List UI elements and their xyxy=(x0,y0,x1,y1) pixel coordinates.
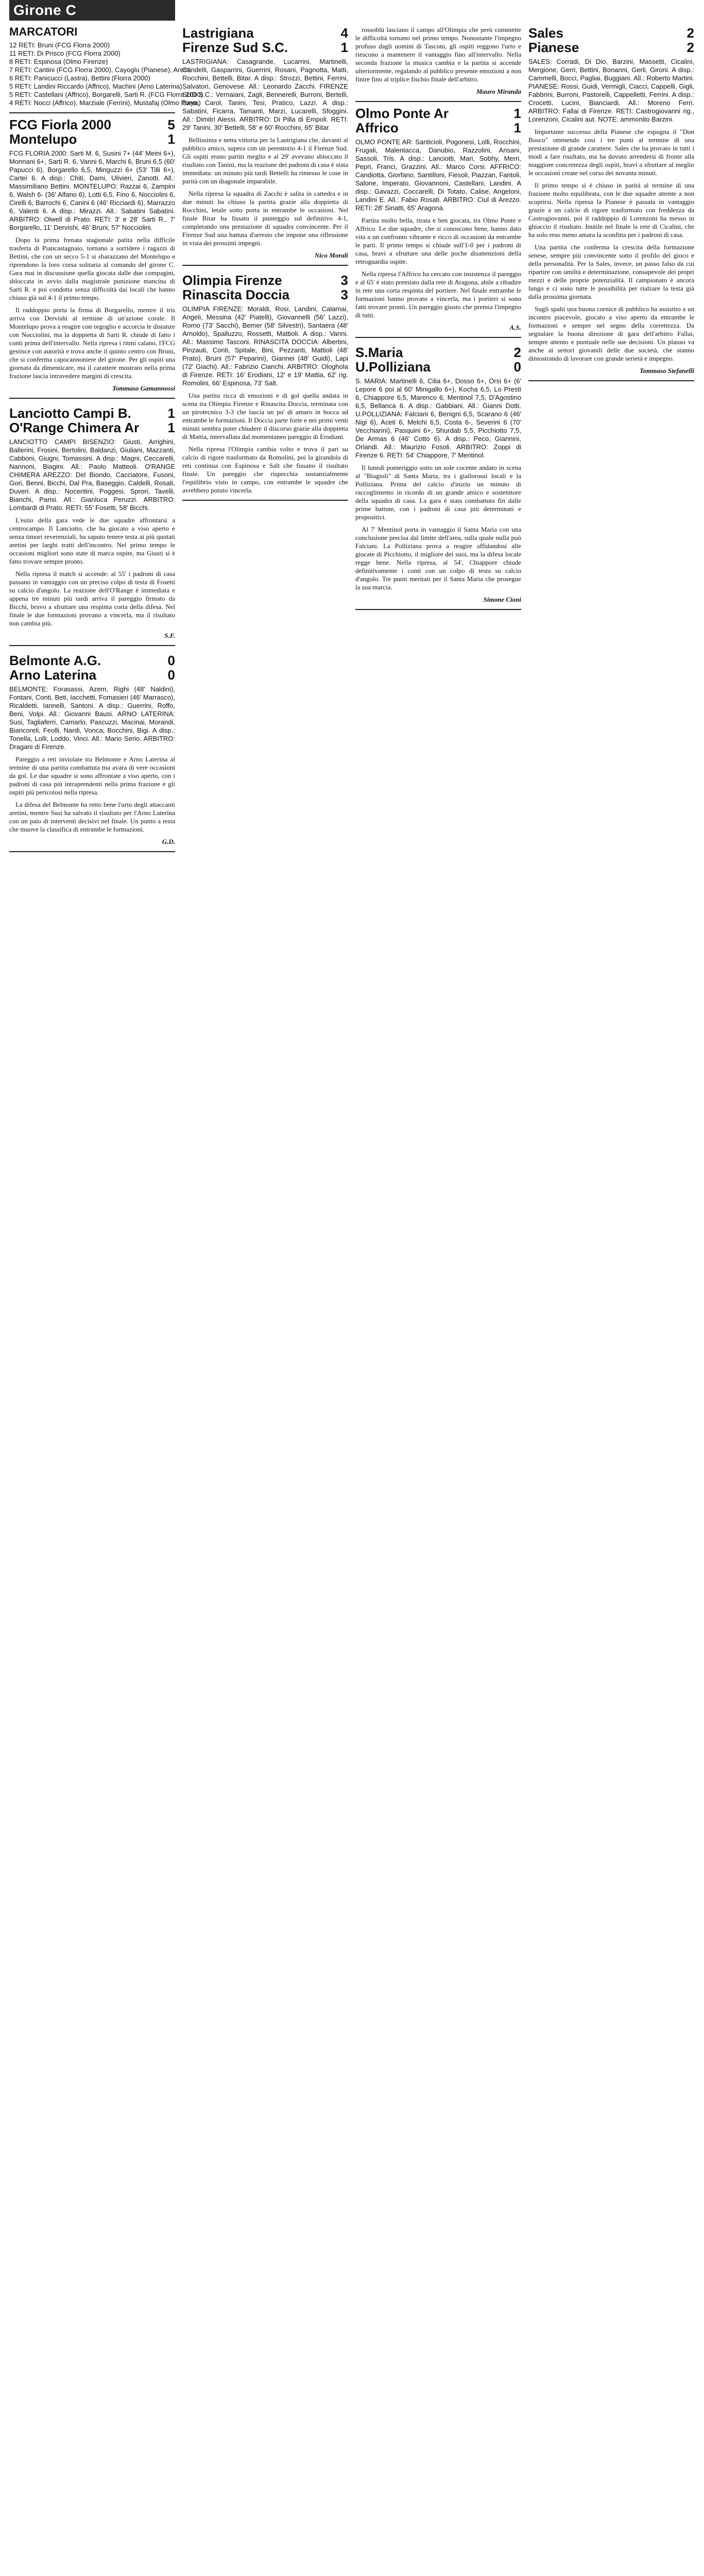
away-team-name: Pianese xyxy=(528,40,579,55)
match-divider xyxy=(9,398,175,399)
home-team-name: Olmo Ponte Ar xyxy=(355,106,449,121)
top-spacer xyxy=(528,0,694,21)
home-team-row xyxy=(528,26,694,40)
away-team-row xyxy=(355,360,521,374)
report-paragraph: Bellissima e netta vittoria per la Lastrigiana che, davanti al pubblico amico, supera con un perentorio 4-1 il Firenze Sud. Gli ospiti erano partiti meglio e al 29' avevano sbloccato il risultato con Tanini, ma la reazione dei padroni di casa è stata immediata: un minuto più tardi Bettelli ha rimesso le cose in parità con un diagonale imparabile. xyxy=(182,136,348,185)
home-team-row xyxy=(9,406,175,420)
home-team-name: Sales xyxy=(528,25,563,41)
continued-text xyxy=(355,26,521,102)
report-author: Tommaso Gamannossi xyxy=(112,384,175,392)
home-team-row xyxy=(182,26,348,40)
away-team-row xyxy=(528,40,694,55)
lineups-details: FCG FLORIA 2000: Sarti M. 6, Susini 7+ (44' Meini 6+), Monnani 6+, Sarti R. 6, Vanni 6, Marchi 6, Bruni 6,5 (60' Papucci 6), Borgarello 6,5, Minguzzi 6+ (53' Tilli 6+), Cartei 6. A disp.: Chiti, Dami, Ulivieri, Zanotti. All.: Massimiliano Bettini. MONTELUPO: Razzai 6, Zampini 6, Walsh 6- (36' Alfano 6), Lotti 6,5, Fino 6, Nocciolini 6, Cirelli 6, Barrochi 6, Canini 6 (46' Ricciardi 6), Marrazzo 6, Valenti 6. A disp.: Mirazzi. All.: Sabatini Sabatini. ARBITRO: Olwell di Prato. RETI: 3' e 28' Sarti R., 7' Borgarello, 11' Dervishi, 46' Bruni, 57' Nocciolini. xyxy=(9,149,175,231)
match-report xyxy=(528,26,694,381)
scorer-line: 5 RETI: Landini Riccardo (Affrico), Machini (Arno Laterina) xyxy=(9,82,182,90)
home-team-name: Lanciotto Campi B. xyxy=(9,405,131,421)
match-report xyxy=(9,406,175,646)
away-team-row xyxy=(9,132,175,146)
home-team-name: FCG Fiorla 2000 xyxy=(9,117,111,132)
away-team-score: 1 xyxy=(340,40,348,55)
home-team-row xyxy=(355,106,521,121)
lineups-details: LANCIOTTO CAMPI BISENZIO: Giusti, Arrighini, Ballerini, Frosini, Bertolini, Baldanzi, Giuliani, Mazzanti, Cabboni, Giugni, Tomassini. A disp.: Magni, Ceccarelli, Nannoni, Biagini. All.: Paolo Matteoli. O'RANGE CHIMERA AREZZO: Del Biondo, Cacciatore, Fusoni, Gori, Benni, Bicchi, Dal Pra, Baseggio, Caldelli, Rosati, Duveri. A disp.: Nocentini, Poggesi, Sprori, Tavelli, Bianchi, Parisi. All.: Gianluca Peruzzi. ARBITRO: Lombardi di Prato. RETI: 55' Fosetti, 58' Bicchi. xyxy=(9,438,175,512)
away-team-row xyxy=(9,668,175,682)
section-title: MARCATORI xyxy=(9,25,78,38)
away-team-name: Rinascita Doccia xyxy=(182,287,290,302)
away-team-row xyxy=(182,287,348,302)
column-4 xyxy=(528,0,694,2576)
home-team-name: Lastrigiana xyxy=(182,25,254,41)
scorer-line: 4 RETI: Nocci (Affrico), Marziale (Ferrini), Mustafaj (Olmo Ponte) xyxy=(9,99,201,107)
home-team-score: 3 xyxy=(340,273,348,288)
scorer-line: 5 RETI: Castellani (Affrico), Borgarelli, Sarti R. (FCG Florra 2000) xyxy=(9,91,203,98)
match-divider xyxy=(182,500,348,501)
scorer-line: 12 RETI: Bruni (FCG Florra 2000) xyxy=(9,41,110,49)
match-report xyxy=(182,273,348,501)
match-divider xyxy=(182,265,348,266)
lineups-details: SALES: Corradi, Di Dio, Barzini, Massetti, Cicalini, Mergione, Gerri, Bettini, Bonanni, Gerli, Gironi. A disp.: Cammelli, Bocci, Pagliai, Buggiani. All.: Roberto Martini. PIANESE: Rossi, Guidi, Vermigli, Ciacci, Cappelli, Gigli, Fabbrini, Burroni, Pastorelli, Cappelletti, Ferrini. A disp.: Crocetti, Lucini, Bianciardi. All.: Moreno Ferri. ARBITRO: Fallai di Firenze. RETI: Castrogiovanni rig., Lorenzoni, Cicalini aut. NOTE: ammonito Barzini. xyxy=(528,58,694,123)
report-paragraph: Una partita che conferma la crescita della formazione senese, sempre più convincente sotto il profilo del gioco e della personalità. Per la Sales, invece, un passo falso da cui ripartire con umiltà e determinazione, consapevole dei propri mezzi e delle proprie potenzialità. Il campionato è ancora lungo e ci sono tutte le possibilità per rialzare la testa già dalla prossima giornata. xyxy=(528,243,694,300)
away-team-score: 1 xyxy=(167,420,175,435)
report-paragraph: Il lunedì pomeriggio sotto un sole cocente andato in scena al "Biagioli" di Santa Maria, tra i giallorossi locali e la Polliziana. Prima del calcio d'inizio un minuto di raccoglimento in ricordo di un grande amico e sostenitore della squadra di casa. La gara è stata combattuta fin dalle prime battute, con i padroni di casa più determinati e propositivi. xyxy=(355,464,521,521)
match-divider xyxy=(355,609,521,610)
lineups-details: S. MARIA: Martinelli 6, Cilia 6+, Dosso 6+, Orsi 6+ (6' Lepore 6 poi al 60' Minigallo 6+), Kocha 6,5, Lo Presti 6, Chiappore 6,5, Marenco 6, Mentinol 7,5, D'Agostino 6,5, Bellanca 6. A disp.: Gabbiani. All.: Gianni Dotti. U.POLLIZIANA: Falciani 6, Benigni 6,5, Scarano 6 (46' Nigi 6), Aceti 6, Melchi 6,5, Costa 6-, Severini 6 (70' Vecchiarini), Pasquini 6+, Shurdab 5,5, Picchiotto 7,5, De Armas 6 (46' Cotto 6). A disp.: Peco, Giannini, Orlandi. All.: Maurizio Fosoli. ARBITRO: Zoppi di Firenze 6. RETI: 54' Chiappore, 7' Mentinol. xyxy=(355,377,521,459)
away-team-score: 1 xyxy=(513,120,521,135)
column-1 xyxy=(9,0,203,2576)
match-report xyxy=(182,26,348,266)
home-team-score: 2 xyxy=(686,25,694,41)
match-report xyxy=(9,653,175,852)
home-team-row xyxy=(9,117,175,132)
report-paragraph: Nella ripresa la squadra di Zacchi è salita in cattedra e in due minuti ha chiuso la partita grazie alla doppietta di Rocchini, letale sotto porta in entrambe le occasioni. Nel finale Bitar ha fissato il punteggio sul definitivo 4-1, completando una prestazione di squadra convincente. Per il Firenze Sud una battuta d'arresto che impone una riflessione in vista dei prossimi impegni. xyxy=(182,190,348,247)
report-author: Tommaso Stefanelli xyxy=(639,367,694,375)
scorer-line: 7 RETI: Cantini (FCG Florra 2000), Cayoglu (Pianese), Aresti xyxy=(9,66,191,74)
away-team-score: 2 xyxy=(686,40,694,55)
report-author: A.S. xyxy=(509,324,521,331)
report-paragraph: Dopo la prima frenata stagionale patita nella difficile trasferta di Piancastagnaio, tornano a sorridere i ragazzi di Bettini, che con un secco 5-1 si sbarazzano del Montelupo e riprendono la loro corsa solitaria al comando del girone C. Gara mai in discussione quella giocata dalle due compagini, sbloccata in avvio dalla magistrale punizione mancina di Sarti R. e poi condotta senza difficoltà dai locali che hanno chiuso già sul 4-1 il primo tempo. xyxy=(9,236,175,301)
report-paragraph: Pareggio a reti inviolate tra Belmonte e Arno Laterina al termine di una partita combattuta ma avara di vere occasioni da gol. Le due squadre si sono affrontate a viso aperto, con i padroni di casa più intraprendenti nella prima frazione e gli ospiti più pericolosi nella ripresa. xyxy=(9,755,175,796)
away-team-row xyxy=(9,420,175,435)
section-divider xyxy=(9,112,175,113)
home-team-row xyxy=(9,653,175,668)
scorer-line: 6 RETI: Panicucci (Lastra), Bettini (Florra 2000) xyxy=(9,74,150,82)
report-paragraph: Sugli spalti una buona cornice di pubblico ha assistito a un incontro piacevole, giocato a viso aperto da entrambe le formazioni e sempre nel segno della correttezza. Da segnalare la buona direzione di gara dell'arbitro Fallai, sempre attento e puntuale nelle sue decisioni. Un plauso va anche ai settori giovanili delle due società, che stanno dimostrando di lavorare con grande serietà e impegno. xyxy=(528,305,694,362)
lineups-details: OLMO PONTE AR: Santicioli, Pogonesi, Lolli, Rocchini, Frugali, Malentacca, Danubio, Razzolini, Ansani, Sassoli, Tris. A disp.: Lanciotti, Mari, Sobhy, Merri, Pepri, Franci, Grazzini. All.: Marco Corsi. AFFRICO: Candiotta, Giorfano, Santilloni, Fiesoli, Piazzan, Fantoli, Salone, Imperato, Giovannoni, Castellani, Landini. A disp.: Gavazzi, Coccarelli, Di Totato, Calise, Angeloni, Landini E. All.: Fabio Rosati. ARBITRO: Ciul di Arezzo. RETI: 28' Sinatti, 65' Aragona. xyxy=(355,138,521,212)
report-paragraph: Al 7' Mentinol porta in vantaggio il Santa Maria con una conclusione precisa dal limite dell'area, sulla quale nulla può Falciani. La Polliziana prova a reagire affidandosi alle giocate di Picchiotto, il migliore dei suoi, ma la difesa locale regge bene. Nella ripresa, al 54', Chiappore chiude definitivamente i conti con un colpo di testa su calcio d'angolo. Tre punti meritati per il Santa Maria che prosegue la sua marcia. xyxy=(355,526,521,591)
away-team-score: 0 xyxy=(167,667,175,683)
match-divider xyxy=(9,645,175,646)
scorer-line: 11 RETI: Di Prisco (FCG Florra 2000) xyxy=(9,49,121,57)
home-team-score: 1 xyxy=(167,405,175,421)
away-team-row xyxy=(182,40,348,55)
column-3 xyxy=(355,0,521,2576)
away-team-score: 1 xyxy=(167,131,175,147)
home-team-row xyxy=(182,273,348,287)
report-paragraph: Nella ripresa l'Olimpia cambia volto e trova il pari su calcio di rigore trasformato da Romolini, poi la girandola di reti continua con Espinosa e Salt che fissano il risultato finale. Un pareggio che rispecchia sostanzialmente l'equilibrio visto in campo, con entrambe le squadre che avrebbero potuto vincerla. xyxy=(182,445,348,494)
top-spacer xyxy=(355,0,521,21)
match-divider xyxy=(528,380,694,381)
away-team-name: U.Polliziana xyxy=(355,359,431,375)
report-paragraph: Una partita ricca di emozioni e di gol quella andata in scena tra Olimpia Firenze e Rinascita Doccia, terminata con un pirotecnico 3-3 che lascia un po' di amaro in bocca ad entrambe le formazioni. Il Doccia parte forte e nei primi venti minuti sembra poter chiudere il discorso grazie alla doppietta di Mattia, intervallata dal momentaneo pareggio di Erodiani. xyxy=(182,392,348,440)
home-team-name: Olimpia Firenze xyxy=(182,273,282,288)
away-team-name: Firenze Sud S.C. xyxy=(182,40,288,55)
report-author: Mauro Miranda xyxy=(476,88,521,95)
away-team-score: 3 xyxy=(340,287,348,302)
report-author: Nico Morali xyxy=(314,251,348,259)
lineups-details: OLIMPIA FIRENZE: Moraldi, Rosi, Landini, Calamai, Angeli, Messina (42' Piatelli), Giovannelli (56' Lazzi), Romo (73' Sacchi), Bemer (58' Silvestri), Santaera (48' Arnoldo), Spalluzzo, Rossetti, Mattioli. A disp.: Vanni. All.: Massimo Tasconi. RINASCITA DOCCIA: Albertini, Pinzauti, Conti, Spitale, Bini, Pezzanti, Mattioli (48' Prato), Bruni (57' Peparini), Giannei (48' Guidi), Lapi (72' Giachi). All.: Fabrizio Cianchi. ARBITRO: Ologhola di Firenze. RETI: 16' Erodiani, 12' e 19' Mattia, 62' rig. Romolini, 66' Espinosa, 73' Salt. xyxy=(182,305,348,387)
lineups-details: BELMONTE: Forasassi, Azem, Righi (48' Naldini), Fontani, Conti, Beti, Iacchetti, Fomasieri (46' Marrasco), Ricaldetti, Iannelli, Santoni. A disp.: Guerrini, Roffo, Beni, Volpi. All.: Giovanni Bausi. ARNO LATERINA: Susi, Tagliaferri, Camarlo, Pascuzzi, Macinai, Morandi, Biancoreli, Feolli, Nardi, Vonca, Bocchini, Bigi. A disp.: Tonella, Lolli, Loddo, Vinci. All.: Mario Serio. ARBITRO: Dragani di Firenze. xyxy=(9,685,175,751)
group-banner: Girone C xyxy=(9,0,175,21)
report-paragraph: Partita molto bella, tirata e ben giocata, tra Olmo Ponte e Affrico. Le due squadre, che si conoscono bene, hanno dato vita a un confronto vibrante e ricco di occasioni da entrambe le parti. Il primo tempo si chiude sull'1-0 per i padroni di casa, bravi a sfruttare una delle poche disattenzioni della retroguardia ospite. xyxy=(355,216,521,265)
report-paragraph: La difesa del Belmonte ha retto bene l'urto degli attaccanti aretini, mentre Susi ha salvato il risultato per l'Arno Laterina con un paio di interventi decisivi nel finale. Un punto a testa che muove la classifica di entrambe le formazioni. xyxy=(9,801,175,833)
report-paragraph: Nella ripresa l'Affrico ha cercato con insistenza il pareggio e al 65' è stato premiato dalla rete di Aragona, abile a ribadire in rete una corta respinta del portiere. Nel finale entrambe le formazioni hanno provato a vincerla, ma i portieri si sono fatti trovare pronti. Un pareggio giusto che premia l'impegno di tutti. xyxy=(355,270,521,319)
report-author: G.D. xyxy=(162,838,175,845)
report-paragraph: Nella ripresa il match si accende: al 55' i padroni di casa passano in vantaggio con un preciso colpo di testa di Fosetti su calcio d'angolo. La reazione dell'O'Range è immediata e appena tre minuti più tardi arriva il pareggio firmato da Bicchi, bravo a sfruttare una respinta corta della difesa. Nel finale le due formazioni provano a vincerla, ma il risultato non cambia più. xyxy=(9,570,175,627)
match-report xyxy=(9,117,175,399)
home-team-row xyxy=(355,345,521,360)
away-team-name: O'Range Chimera Ar xyxy=(9,420,140,435)
report-author: Simone Cioni xyxy=(483,596,521,603)
home-team-score: 0 xyxy=(167,653,175,668)
home-team-score: 2 xyxy=(513,345,521,360)
home-team-score: 5 xyxy=(167,117,175,132)
scorer-line: 8 RETI: Espinosa (Olmo Firenze) xyxy=(9,58,108,65)
home-team-name: S.Maria xyxy=(355,345,403,360)
scorers-list xyxy=(9,41,203,107)
scorers-section xyxy=(9,25,203,113)
match-divider xyxy=(9,851,175,852)
top-spacer xyxy=(182,0,348,21)
match-report xyxy=(355,106,521,338)
match-divider xyxy=(355,337,521,338)
away-team-name: Montelupo xyxy=(9,131,77,147)
home-team-name: Belmonte A.G. xyxy=(9,653,101,668)
report-paragraph: Il raddoppio porta la firma di Borgarello, mentre il tris arriva con Dervishi al termine di un'azione corale. Il Montelupo prova a reagire con orgoglio e accorcia le distanze con Nocciolini, ma la doppietta di Sarti R. chiude di fatto i conti prima dell'intervallo. Nella ripresa i ritmi calano, l'FCG gestisce con autorità e trova anche il quinto centro con Bruni, che si conferma capocannoniere del girone. Per gli ospiti una giornata da dimenticare, ma il carattere mostrato nella prima frazione lascia intravedere margini di crescita. xyxy=(9,306,175,380)
away-team-score: 0 xyxy=(513,359,521,375)
report-paragraph: L'esito della gara vede le due squadre affrontarsi a centrocampo. Il Lanciotto, che ha giocato a viso aperto e senza timori reverenziali, ha saputo tenere testa ai più quotati aretini per larghi tratti dell'incontro. Nel primo tempo le occasioni migliori sono state di marca ospite, ma Giusti si è fatto trovare sempre pronto. xyxy=(9,516,175,565)
away-team-row xyxy=(355,121,521,135)
report-author: S.F. xyxy=(164,632,175,639)
report-paragraph: Il primo tempo si è chiuso in parità al termine di una frazione molto equilibrata, con le due squadre attente a non scoprirsi. Nella ripresa la Pianese è passata in vantaggio grazie a un calcio di rigore trasformato con freddezza da Castrogiovanni, poi il raddoppio di Lorenzoni ha messo in ghiaccio il risultato. Inutile nel finale la rete di Cicalini, che ha solo reso meno amara la sconfitta per i padroni di casa. xyxy=(528,181,694,239)
lineups-details: LASTRIGIANA: Casagrande, Lucarrini, Martinelli, Candelli, Gasparrini, Guerrini, Rosani, Pagnotta, Matti, Rocchini, Bettelli, Bitar. A disp.: Strozzi, Bettini, Ferrini, Salvatori, Genovese. All.: Leonardo Zacchi. FIRENZE SUD S.C.: Vernaiani, Zagli, Bennerelli, Burroni, Bertelli, Saya, Carol, Tanini, Tesi, Pratico, Lazzi. A disp.: Sabatini, Ficarra, Tamanti, Marzi, Lucarelli, Sfoggini. All.: Dimitri Alessi. ARBITRO: Di Pilla di Empoli. RETI: 29' Tanini, 30' Bettelli, 58' e 60' Rocchini, 65' Bitar. xyxy=(182,58,348,131)
away-team-name: Affrico xyxy=(355,120,399,135)
report-paragraph: Importante successo della Pianese che espugna il "Don Bosco" ottenendo così i tre punti al termine di una prestazione di grande carattere. Sales che ha provato in tutti i modi a fare risultato, ma ha dovuto arrendersi di fronte alla maggiore concretezza degli ospiti, bravi a sfruttare al meglio le occasioni create nel corso dei novanta minuti. xyxy=(528,128,694,177)
report-paragraph: rossoblù lasciano il campo all'Olimpia che però commette le difficoltà tornano nel primo tempo. Nonostante l'impegno profuso dagli uomini di Tasconi, gli ospiti reggono l'urto e riescono a mantenere il vantaggio fino all'intervallo. Nella seconda frazione la musica cambia e la partita si accende ulteriormente, regalando al pubblico presente emozioni a non finire fino al triplice fischio finale dell'arbitro. xyxy=(355,26,521,83)
text-divider xyxy=(355,101,521,102)
match-report xyxy=(355,345,521,610)
away-team-name: Arno Laterina xyxy=(9,667,97,683)
home-team-score: 4 xyxy=(340,25,348,41)
column-2 xyxy=(182,0,348,2576)
home-team-score: 1 xyxy=(513,106,521,121)
